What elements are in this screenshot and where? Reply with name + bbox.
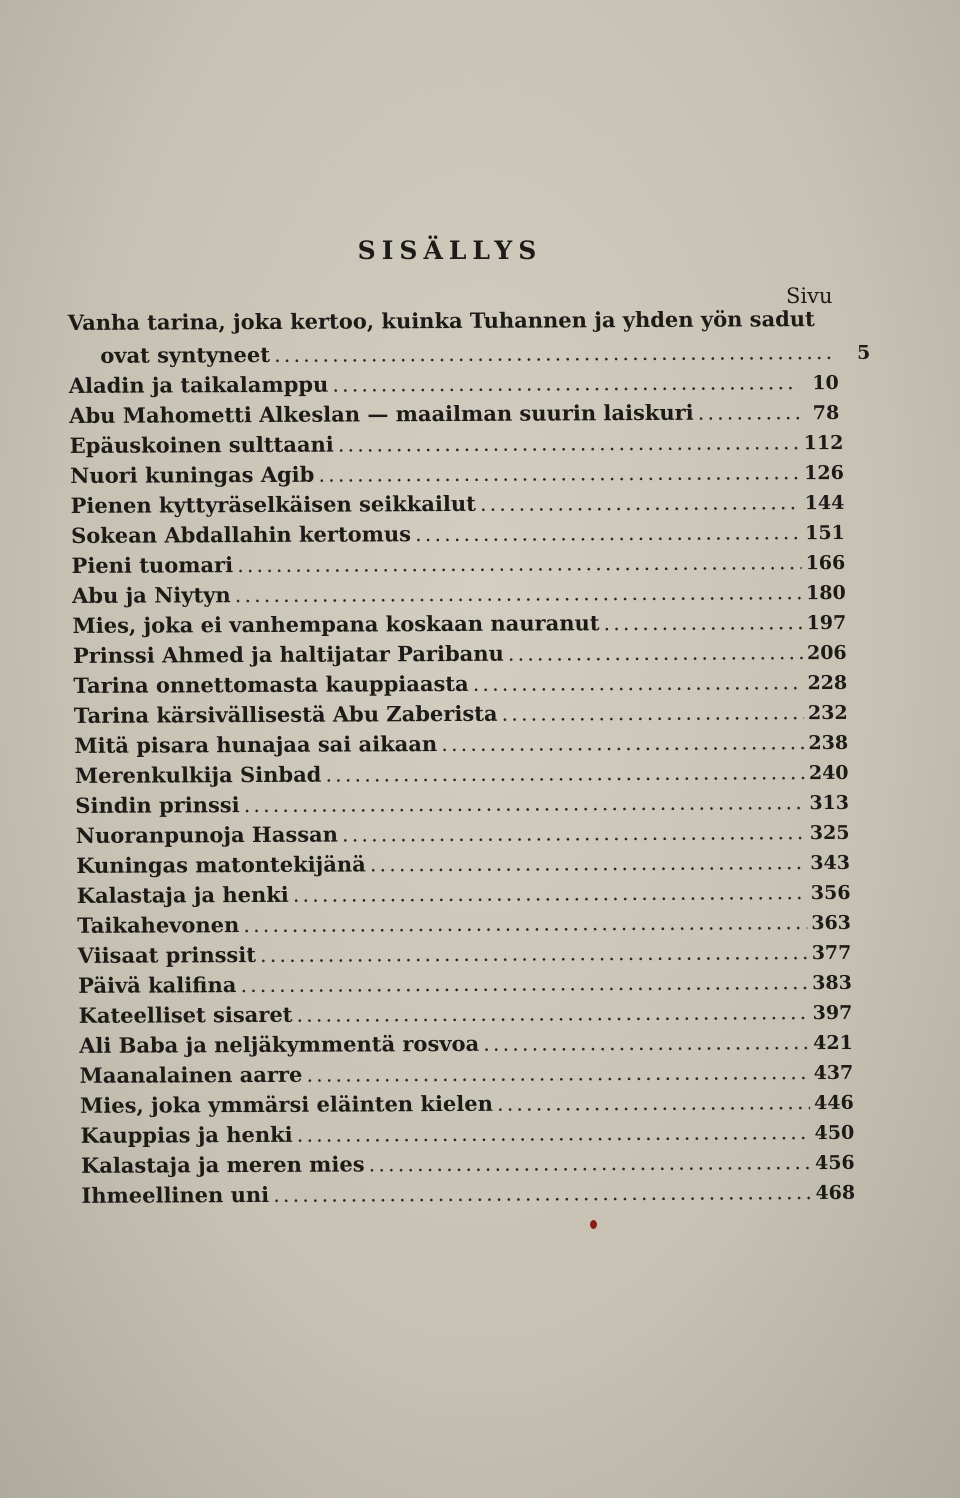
leader-dots: [472, 670, 803, 696]
toc-entry-title: Mies, joka ymmärsi eläinten kielen: [79, 1090, 494, 1118]
leader-dots: [318, 460, 800, 487]
toc-entry-page: 166: [805, 551, 846, 575]
leader-dots: [441, 730, 805, 756]
toc-entry-title: Aladin ja taikalamppu: [68, 371, 329, 399]
toc-entry-page: 126: [804, 461, 845, 485]
toc-entry: [73, 669, 848, 703]
toc-entry-title: Pienen kyttyräselkäisen seikkailut: [70, 490, 477, 518]
toc-entry-page: 10: [812, 371, 839, 395]
toc-entry: [72, 639, 847, 673]
toc-entry-title: Ihmeellinen uni: [81, 1181, 270, 1208]
toc-entry-title: Merenkulkija Sinbad: [74, 761, 322, 788]
leader-dots: [325, 760, 805, 787]
toc-entry-title: Kateelliset sisaret: [78, 1001, 293, 1028]
toc-entry: [71, 579, 846, 613]
page-title: SISÄLLYS: [357, 236, 543, 265]
toc-entry-page: 5: [856, 341, 871, 364]
toc-entry: [78, 999, 853, 1033]
toc-entry: [77, 939, 852, 973]
toc-entry-title: Nuoranpunoja Hassan: [75, 821, 339, 848]
toc-entry: [81, 1179, 856, 1213]
leader-dots: [370, 850, 807, 876]
toc-entry: [72, 609, 847, 643]
toc-entry: [74, 729, 849, 763]
leader-dots: [508, 640, 804, 666]
toc-entry-title: Tarina kärsivällisestä Abu Zaberista: [73, 700, 498, 728]
leader-dots: [273, 1180, 812, 1207]
toc-entry-title: ovat syntyneet: [100, 341, 271, 368]
toc-entry-page: 383: [812, 971, 853, 995]
toc-entry: [77, 909, 852, 943]
toc-entry-title: Sindin prinssi: [75, 792, 240, 818]
toc-entry-page: 144: [804, 491, 845, 515]
toc-entry-page: 206: [806, 641, 847, 665]
toc-entry: [69, 459, 845, 493]
toc-entry-page: 313: [809, 791, 850, 815]
toc-entry-page: 78: [812, 401, 840, 425]
toc-entry-title: Prinssi Ahmed ja haltijatar Paribanu: [72, 640, 504, 668]
toc-entry-title: Taikahevonen: [77, 912, 240, 938]
toc-entry: [76, 879, 851, 913]
toc-entry: [68, 306, 839, 340]
leader-dots: [480, 490, 801, 516]
toc-entry-title: Sokean Abdallahin kertomus: [70, 521, 412, 548]
toc-entry-title: Kalastaja ja henki: [76, 881, 289, 908]
toc-entry: [75, 789, 850, 823]
toc-entry-title: Ali Baba ja neljäkymmentä rosvoa: [78, 1030, 480, 1058]
leader-dots: [260, 940, 808, 967]
toc-entry-title: Kalastaja ja meren mies: [80, 1151, 365, 1178]
toc-entry: [73, 699, 848, 733]
leader-dots: [293, 880, 807, 907]
toc-entry-page: 446: [813, 1091, 854, 1115]
toc-entry: [71, 549, 846, 583]
toc-entry-page: 112: [803, 431, 844, 455]
toc-entry: [79, 1059, 854, 1093]
toc-entry: [77, 969, 853, 1003]
ink-spot: [590, 1220, 597, 1229]
toc-entry: [79, 1089, 854, 1123]
toc-entry-page: 377: [811, 941, 852, 965]
toc-entry-title: Nuori kuningas Agib: [69, 461, 315, 488]
toc-entry-page: 197: [806, 611, 847, 635]
toc-entry-page: 421: [812, 1031, 853, 1055]
toc-entry-page: 238: [808, 731, 849, 755]
leader-dots: [274, 340, 831, 367]
toc-entry-page: 468: [815, 1181, 856, 1205]
toc-entry: [68, 339, 871, 373]
toc-entry: [80, 1149, 855, 1183]
leader-dots: [603, 610, 802, 635]
leader-dots: [497, 1090, 811, 1116]
toc-entry-title: Pieni tuomari: [71, 552, 234, 578]
leader-dots: [296, 1120, 810, 1147]
toc-entry-title: Kauppias ja henki: [80, 1121, 293, 1148]
toc-entry-page: 343: [810, 851, 851, 875]
toc-entry-page: 180: [805, 581, 846, 605]
leader-dots: [332, 370, 799, 396]
toc-entry-page: 356: [810, 881, 851, 905]
toc-entry-title: Mitä pisara hunajaa sai aikaan: [74, 731, 438, 758]
leader-dots: [415, 520, 801, 546]
toc-entry-title: Vanha tarina, joka kertoo, kuinka Tuhannen ja yhden yön sadut: [67, 306, 815, 336]
toc-entry: [69, 399, 840, 433]
page-column-header: Sivu: [786, 284, 833, 308]
toc-entry: [80, 1119, 855, 1153]
leader-dots: [234, 580, 802, 607]
leader-dots: [240, 970, 808, 997]
toc-entry-title: Epäuskoinen sulttaani: [69, 431, 334, 458]
toc-entry: [75, 819, 850, 853]
leader-dots: [697, 400, 799, 425]
toc-entry-title: Maanalainen aarre: [79, 1061, 303, 1088]
leader-dots: [243, 790, 805, 817]
toc-entry-page: 232: [807, 701, 848, 725]
toc-entry-page: 456: [814, 1151, 855, 1175]
toc-entry: [70, 519, 845, 553]
toc-entry-title: Mies, joka ei vanhempana koskaan nauranut: [72, 610, 600, 638]
toc-entry-page: 437: [813, 1061, 854, 1085]
toc-entry: [69, 369, 840, 403]
toc-entry-title: Tarina onnettomasta kauppiaasta: [73, 670, 469, 698]
toc-entry-title: Viisaat prinssit: [77, 942, 257, 968]
toc-entry: [70, 489, 845, 523]
toc-entry-page: 397: [812, 1001, 853, 1025]
leader-dots: [338, 430, 800, 456]
leader-dots: [342, 820, 806, 846]
toc-entry: [69, 429, 844, 463]
leader-dots: [237, 550, 802, 577]
toc-entry: [74, 759, 849, 793]
toc-entry-page: 450: [814, 1121, 855, 1145]
toc-entry-page: 151: [804, 521, 845, 545]
toc-entry-page: 325: [809, 821, 850, 845]
toc-entry-page: 363: [811, 911, 852, 935]
leader-dots: [501, 700, 804, 726]
toc-entry-title: Abu Mahometti Alkeslan — maailman suurin laiskuri: [68, 399, 694, 428]
leader-dots: [243, 910, 807, 937]
leader-dots: [306, 1060, 810, 1087]
toc-entry-title: Abu ja Niytyn: [71, 582, 231, 608]
leader-dots: [368, 1150, 811, 1176]
toc-entry: [76, 849, 851, 883]
toc-entry-title: Kuningas matontekijänä: [76, 851, 366, 878]
toc-entry-title: Päivä kalifina: [77, 972, 237, 998]
toc-entry-page: 240: [808, 761, 849, 785]
toc-entry: [78, 1029, 853, 1063]
leader-dots: [296, 1000, 809, 1027]
toc-entry-page: 228: [807, 671, 848, 695]
leader-dots: [483, 1030, 809, 1056]
